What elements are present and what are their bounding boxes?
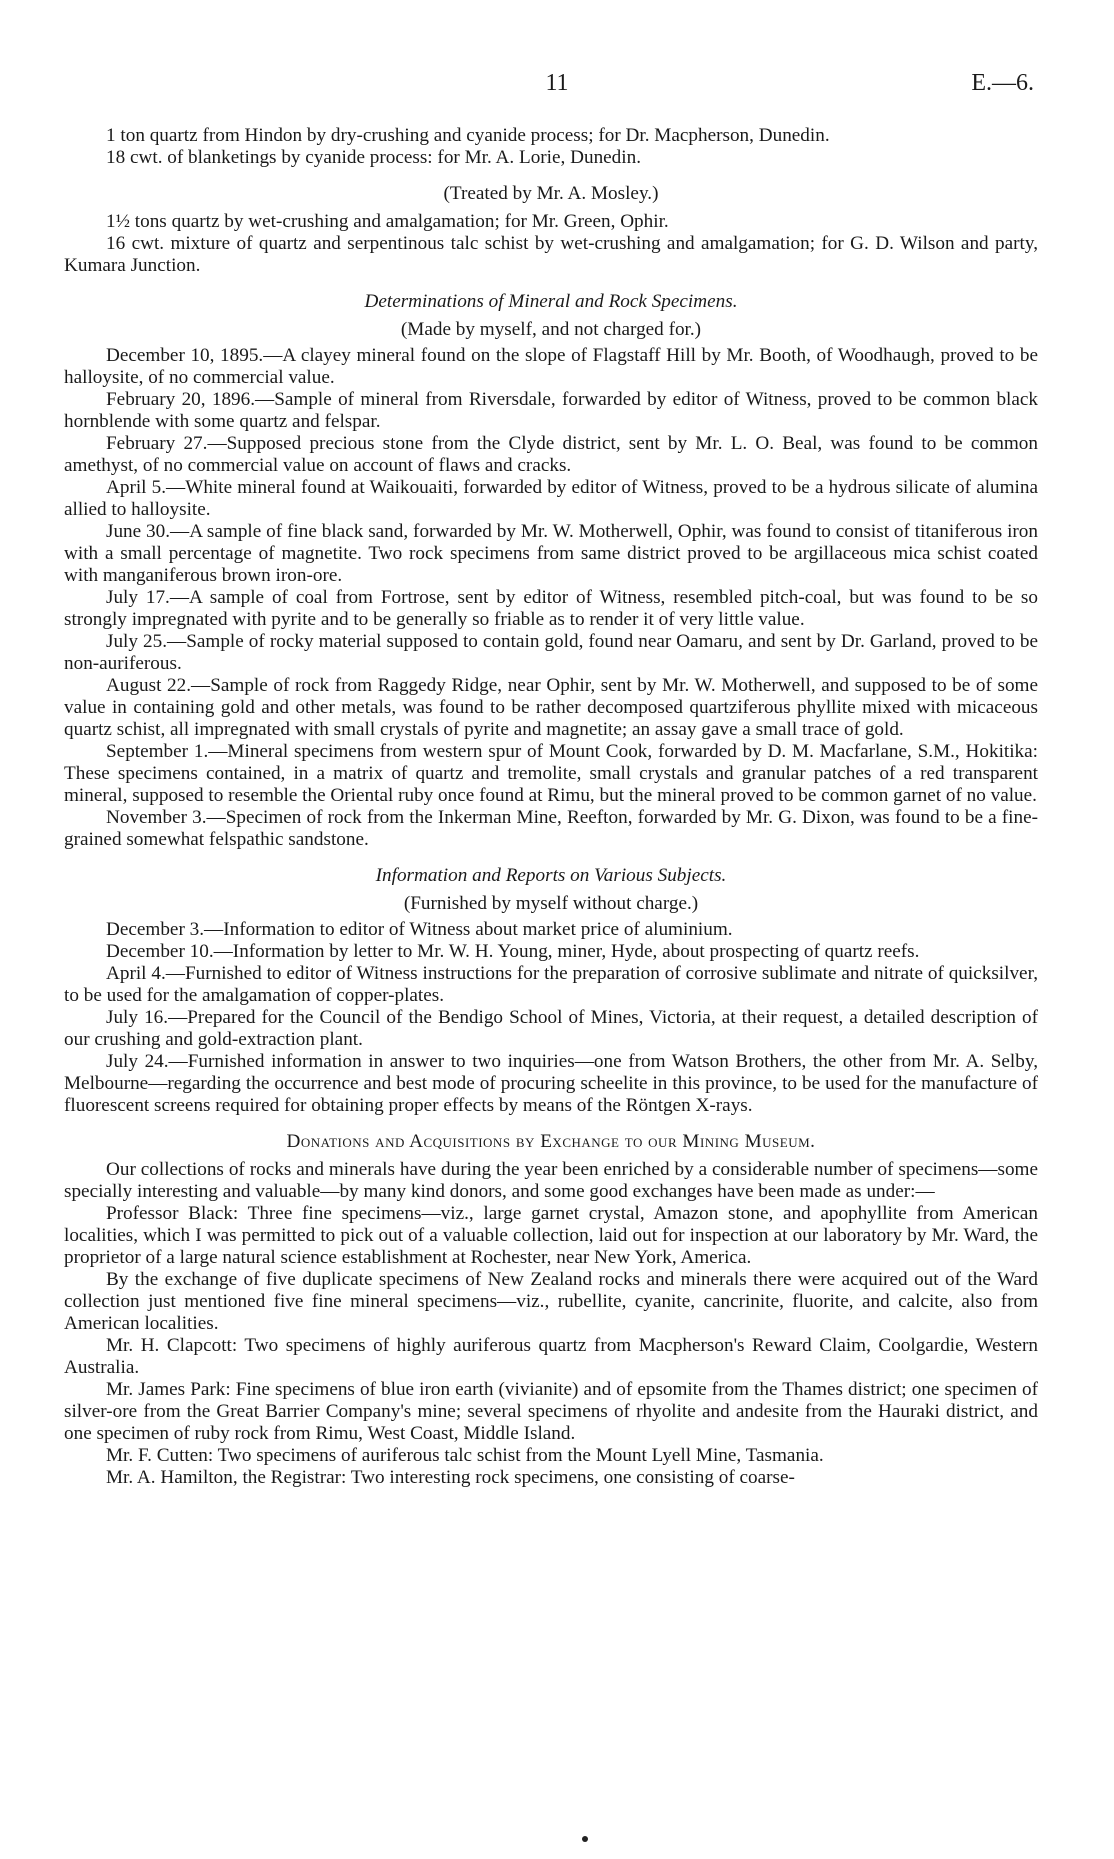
section-title: Information and Reports on Various Subjects. [375,865,727,886]
section-subtitle: (Made by myself, and not charged for.) [400,319,702,340]
paragraph: December 3.—Information to editor of Witness about market price of aluminium. [106,919,733,940]
document-code: E.—6. [971,70,1034,96]
section-heading: (Treated by Mr. A. Mosley.) [443,183,659,204]
document-body [64,125,1038,1489]
paragraph: June 30.—A sample of fine black sand, forwarded by Mr. W. Motherwell, Ophir, was found to consist of titaniferous iron with a small percentage of magnetite. Two rock specimens from same district proved to be argillaceous mica schist coated with manganiferous brown iron-ore. [64,521,1038,586]
paragraph: Our collections of rocks and minerals have during the year been enriched by a considerable number of specimens—some specially interesting and valuable—by many kind donors, and some good exchanges have been made as under:— [64,1159,1038,1202]
section-title: Donations and Acquisitions by Exchange to our Mining Museum. [286,1131,816,1152]
section-title: Determinations of Mineral and Rock Specimens. [364,291,738,312]
paragraph: 16 cwt. mixture of quartz and serpentinous talc schist by wet-crushing and amalgamation; for G. D. Wilson and party, Kumara Junction. [64,233,1038,276]
paragraph: December 10, 1895.—A clayey mineral found on the slope of Flagstaff Hill by Mr. Booth, of Woodhaugh, proved to be halloysite, of no commercial value. [64,345,1038,388]
paragraph: Mr. A. Hamilton, the Registrar: Two interesting rock specimens, one consisting of coarse- [106,1467,795,1488]
paragraph: December 10.—Information by letter to Mr. W. H. Young, miner, Hyde, about prospecting of quartz reefs. [106,941,920,962]
page-number: 11 [545,70,569,96]
paragraph: July 16.—Prepared for the Council of the Bendigo School of Mines, Victoria, at their request, a detailed description of our crushing and gold-extraction plant. [64,1007,1038,1050]
paragraph: April 5.—White mineral found at Waikouaiti, forwarded by editor of Witness, proved to be a hydrous silicate of alumina allied to halloysite. [64,477,1038,520]
paragraph: Mr. James Park: Fine specimens of blue iron earth (vivianite) and of epsomite from the Thames district; one specimen of silver-ore from the Great Barrier Company's mine; several specimens of rhyolite and andesite from the Hauraki district, and one specimen of ruby rock from Rimu, West Coast, Middle Island. [64,1379,1038,1444]
paragraph: July 17.—A sample of coal from Fortrose, sent by editor of Witness, resembled pitch-coal, but was found to be so strongly impregnated with pyrite and to be generally so friable as to render it of very little value. [64,587,1038,630]
section-subtitle: (Furnished by myself without charge.) [403,893,699,914]
paragraph: July 24.—Furnished information in answer to two inquiries—one from Watson Brothers, the other from Mr. A. Selby, Melbourne—regarding the occurrence and best mode of procuring scheelite in this province, to be used for the manufacture of fluorescent screens required for obtaining proper effects by means of the Röntgen X-rays. [64,1051,1038,1116]
paragraph: November 3.—Specimen of rock from the Inkerman Mine, Reefton, forwarded by Mr. G. Dixon, was found to be a fine-grained somewhat felspathic sandstone. [64,807,1038,850]
paragraph: February 20, 1896.—Sample of mineral from Riversdale, forwarded by editor of Witness, proved to be common black hornblende with some quartz and felspar. [64,389,1038,432]
paragraph: 1 ton quartz from Hindon by dry-crushing and cyanide process; for Dr. Macpherson, Dunedin. [106,125,830,146]
paragraph: 1½ tons quartz by wet-crushing and amalgamation; for Mr. Green, Ophir. [106,211,669,232]
paragraph: February 27.—Supposed precious stone from the Clyde district, sent by Mr. L. O. Beal, was found to be common amethyst, of no commercial value on account of flaws and cracks. [64,433,1038,476]
ink-dot-mark [582,1836,588,1842]
paragraph: By the exchange of five duplicate specimens of New Zealand rocks and minerals there were acquired out of the Ward collection just mentioned five fine mineral specimens—viz., rubellite, cyanite, cancrinite, fluorite, and calcite, also from American localities. [64,1269,1038,1334]
paragraph: Professor Black: Three fine specimens—viz., large garnet crystal, Amazon stone, and apophyllite from American localities, which I was permitted to pick out of a valuable collection, laid out for inspection at our laboratory by Mr. Ward, the proprietor of a large natural science establishment at Rochester, near New York, America. [64,1203,1038,1268]
page-header [0,72,1114,102]
paragraph: Mr. H. Clapcott: Two specimens of highly auriferous quartz from Macpherson's Reward Claim, Coolgardie, Western Australia. [64,1335,1038,1378]
paragraph: August 22.—Sample of rock from Raggedy Ridge, near Ophir, sent by Mr. W. Motherwell, and supposed to be of some value in containing gold and other metals, was found to be rather decomposed quartziferous phyllite mixed with micaceous quartz schist, all impregnated with small crystals of pyrite and magnetite; an assay gave a small trace of gold. [64,675,1038,740]
paragraph: Mr. F. Cutten: Two specimens of auriferous talc schist from the Mount Lyell Mine, Tasmania. [106,1445,824,1466]
paragraph: September 1.—Mineral specimens from western spur of Mount Cook, forwarded by D. M. Macfarlane, S.M., Hokitika: These specimens contained, in a matrix of quartz and tremolite, small crystals and granular patches of a red transparent mineral, supposed to resemble the Oriental ruby once found at Rimu, but the mineral proved to be common garnet of no value. [64,741,1038,806]
paragraph: April 4.—Furnished to editor of Witness instructions for the preparation of corrosive sublimate and nitrate of quicksilver, to be used for the amalgamation of copper-plates. [64,963,1038,1006]
paragraph: July 25.—Sample of rocky material supposed to contain gold, found near Oamaru, and sent by Dr. Garland, proved to be non-auriferous. [64,631,1038,674]
paragraph: 18 cwt. of blanketings by cyanide process: for Mr. A. Lorie, Dunedin. [106,147,642,168]
